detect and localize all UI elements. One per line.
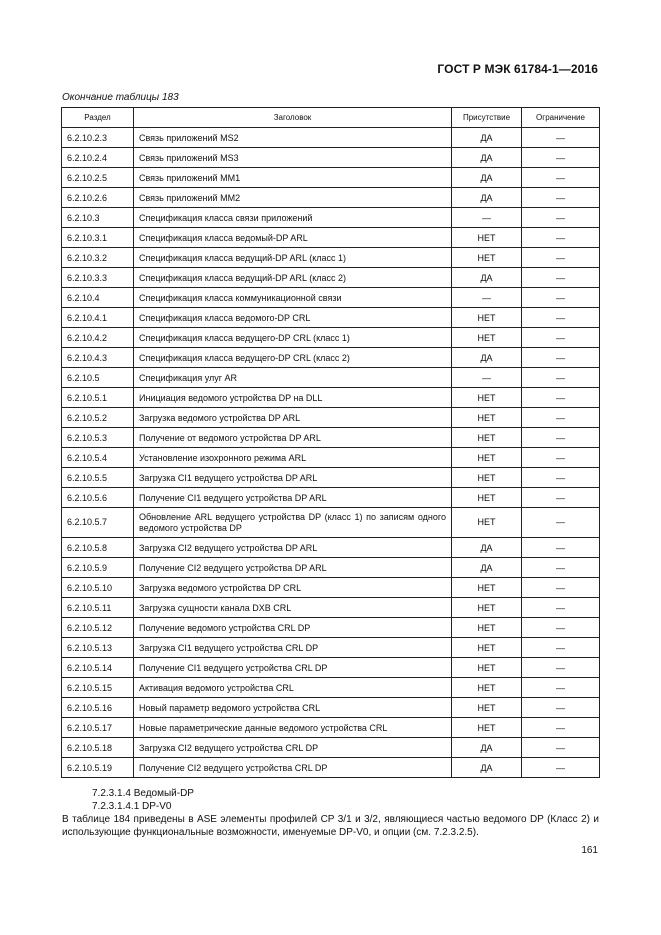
section-cell: 6.2.10.3.2 xyxy=(62,248,134,268)
restriction-cell: — xyxy=(522,638,600,658)
section-cell: 6.2.10.5.15 xyxy=(62,678,134,698)
section-cell: 6.2.10.5.2 xyxy=(62,408,134,428)
restriction-cell: — xyxy=(522,248,600,268)
table-caption: Окончание таблицы 183 xyxy=(62,92,179,103)
section-cell: 6.2.10.4.1 xyxy=(62,308,134,328)
restriction-cell: — xyxy=(522,188,600,208)
section-cell: 6.2.10.5.13 xyxy=(62,638,134,658)
section-cell: 6.2.10.5.14 xyxy=(62,658,134,678)
section-cell: 6.2.10.4.3 xyxy=(62,348,134,368)
table-row xyxy=(62,248,600,268)
title-cell: Новый параметр ведомого устройства CRL xyxy=(134,698,452,718)
presence-cell: ДА xyxy=(452,188,522,208)
title-cell: Связь приложений MS3 xyxy=(134,148,452,168)
presence-cell: НЕТ xyxy=(452,488,522,508)
presence-cell: ДА xyxy=(452,128,522,148)
restriction-cell: — xyxy=(522,488,600,508)
restriction-cell: — xyxy=(522,368,600,388)
title-cell: Обновление ARL ведущего устройства DP (класс 1) по записям одного ведомого устройства DP xyxy=(134,508,452,538)
table-row xyxy=(62,538,600,558)
table-row xyxy=(62,508,600,538)
section-cell: 6.2.10.5.5 xyxy=(62,468,134,488)
restriction-cell: — xyxy=(522,578,600,598)
restriction-cell: — xyxy=(522,428,600,448)
table-row xyxy=(62,148,600,168)
restriction-cell: — xyxy=(522,758,600,778)
section-cell: 6.2.10.5.19 xyxy=(62,758,134,778)
table-body xyxy=(62,128,600,778)
column-header-title: Заголовок xyxy=(134,108,452,128)
section-cell: 6.2.10.2.3 xyxy=(62,128,134,148)
restriction-cell: — xyxy=(522,208,600,228)
section-cell: 6.2.10.5.4 xyxy=(62,448,134,468)
restriction-cell: — xyxy=(522,738,600,758)
title-cell: Активация ведомого устройства CRL xyxy=(134,678,452,698)
restriction-cell: — xyxy=(522,538,600,558)
restriction-cell: — xyxy=(522,468,600,488)
title-cell: Спецификация класса ведущего-DP CRL (класс 1) xyxy=(134,328,452,348)
presence-cell: НЕТ xyxy=(452,508,522,538)
title-cell: Загрузка CI2 ведущего устройства CRL DP xyxy=(134,738,452,758)
table-row xyxy=(62,598,600,618)
restriction-cell: — xyxy=(522,658,600,678)
section-cell: 6.2.10.5.9 xyxy=(62,558,134,578)
restriction-cell: — xyxy=(522,388,600,408)
title-cell: Новые параметрические данные ведомого устройства CRL xyxy=(134,718,452,738)
section-cell: 6.2.10.5.3 xyxy=(62,428,134,448)
table-row xyxy=(62,408,600,428)
title-cell: Загрузка CI1 ведущего устройства CRL DP xyxy=(134,638,452,658)
paragraph-subheading: 7.2.3.1.4.1 DP-V0 xyxy=(92,801,172,812)
section-cell: 6.2.10.3.1 xyxy=(62,228,134,248)
presence-cell: ДА xyxy=(452,168,522,188)
column-header-section: Раздел xyxy=(62,108,134,128)
section-cell: 6.2.10.5.18 xyxy=(62,738,134,758)
presence-cell: ДА xyxy=(452,558,522,578)
restriction-cell: — xyxy=(522,128,600,148)
restriction-cell: — xyxy=(522,718,600,738)
table-row xyxy=(62,698,600,718)
presence-cell: НЕТ xyxy=(452,578,522,598)
section-cell: 6.2.10.4 xyxy=(62,288,134,308)
table-row xyxy=(62,368,600,388)
presence-cell: НЕТ xyxy=(452,718,522,738)
paragraph-heading: 7.2.3.1.4 Ведомый-DP xyxy=(92,788,194,799)
presence-cell: НЕТ xyxy=(452,328,522,348)
table-row xyxy=(62,758,600,778)
restriction-cell: — xyxy=(522,558,600,578)
presence-cell: ДА xyxy=(452,538,522,558)
title-cell: Связь приложений MM1 xyxy=(134,168,452,188)
presence-cell: НЕТ xyxy=(452,408,522,428)
presence-cell: — xyxy=(452,208,522,228)
title-cell: Спецификация класса ведущий-DP ARL (класс 1) xyxy=(134,248,452,268)
table-row xyxy=(62,268,600,288)
title-cell: Инициация ведомого устройства DP на DLL xyxy=(134,388,452,408)
title-cell: Спецификация класса ведомого-DP CRL xyxy=(134,308,452,328)
restriction-cell: — xyxy=(522,148,600,168)
table-row xyxy=(62,328,600,348)
restriction-cell: — xyxy=(522,228,600,248)
title-cell: Получение CI1 ведущего устройства DP ARL xyxy=(134,488,452,508)
presence-cell: ДА xyxy=(452,148,522,168)
page-number: 161 xyxy=(581,845,598,856)
title-cell: Загрузка ведомого устройства DP ARL xyxy=(134,408,452,428)
title-cell: Спецификация класса ведущий-DP ARL (класс 2) xyxy=(134,268,452,288)
presence-cell: НЕТ xyxy=(452,308,522,328)
title-cell: Спецификация класса связи приложений xyxy=(134,208,452,228)
section-cell: 6.2.10.5.7 xyxy=(62,508,134,538)
title-cell: Загрузка CI2 ведущего устройства DP ARL xyxy=(134,538,452,558)
title-cell: Загрузка CI1 ведущего устройства DP ARL xyxy=(134,468,452,488)
title-cell: Связь приложений MM2 xyxy=(134,188,452,208)
title-cell: Загрузка сущности канала DXB CRL xyxy=(134,598,452,618)
section-cell: 6.2.10.5.1 xyxy=(62,388,134,408)
title-cell: Получение CI1 ведущего устройства CRL DP xyxy=(134,658,452,678)
title-cell: Получение от ведомого устройства DP ARL xyxy=(134,428,452,448)
table-row xyxy=(62,658,600,678)
presence-cell: ДА xyxy=(452,738,522,758)
table-row xyxy=(62,388,600,408)
table-header-row xyxy=(62,108,600,128)
presence-cell: НЕТ xyxy=(452,388,522,408)
presence-cell: НЕТ xyxy=(452,638,522,658)
title-cell: Связь приложений MS2 xyxy=(134,128,452,148)
table-row xyxy=(62,428,600,448)
section-cell: 6.2.10.2.5 xyxy=(62,168,134,188)
title-cell: Спецификация класса ведомый-DP ARL xyxy=(134,228,452,248)
table-row xyxy=(62,558,600,578)
restriction-cell: — xyxy=(522,448,600,468)
title-cell: Установление изохронного режима ARL xyxy=(134,448,452,468)
presence-cell: НЕТ xyxy=(452,658,522,678)
section-cell: 6.2.10.5.17 xyxy=(62,718,134,738)
presence-cell: ДА xyxy=(452,758,522,778)
table-row xyxy=(62,638,600,658)
table-row xyxy=(62,348,600,368)
presence-cell: НЕТ xyxy=(452,448,522,468)
section-cell: 6.2.10.2.6 xyxy=(62,188,134,208)
presence-cell: — xyxy=(452,368,522,388)
section-cell: 6.2.10.5.12 xyxy=(62,618,134,638)
presence-cell: НЕТ xyxy=(452,248,522,268)
restriction-cell: — xyxy=(522,598,600,618)
column-header-presence: Присутствие xyxy=(452,108,522,128)
restriction-cell: — xyxy=(522,508,600,538)
presence-cell: НЕТ xyxy=(452,698,522,718)
body-paragraph: В таблице 184 приведены в ASE элементы профилей CP 3/1 и 3/2, являющиеся частью ведомого DP (Класс 2) и использующие функциональные возможности, именуемые DP-V0, и опции (см. 7.2.3.2.5). xyxy=(62,814,599,838)
table-row xyxy=(62,618,600,638)
title-cell: Спецификация класса коммуникационной связи xyxy=(134,288,452,308)
presence-cell: ДА xyxy=(452,348,522,368)
section-cell: 6.2.10.5.16 xyxy=(62,698,134,718)
table-row xyxy=(62,168,600,188)
section-cell: 6.2.10.3 xyxy=(62,208,134,228)
restriction-cell: — xyxy=(522,698,600,718)
section-cell: 6.2.10.3.3 xyxy=(62,268,134,288)
presence-cell: НЕТ xyxy=(452,428,522,448)
table-row xyxy=(62,188,600,208)
title-cell: Спецификация класса ведущего-DP CRL (класс 2) xyxy=(134,348,452,368)
table-row xyxy=(62,578,600,598)
table-row xyxy=(62,288,600,308)
restriction-cell: — xyxy=(522,408,600,428)
spec-table xyxy=(61,107,600,778)
section-cell: 6.2.10.5.11 xyxy=(62,598,134,618)
restriction-cell: — xyxy=(522,678,600,698)
presence-cell: НЕТ xyxy=(452,678,522,698)
title-cell: Получение ведомого устройства CRL DP xyxy=(134,618,452,638)
standard-header: ГОСТ Р МЭК 61784-1—2016 xyxy=(437,62,598,76)
section-cell: 6.2.10.4.2 xyxy=(62,328,134,348)
table-row xyxy=(62,308,600,328)
table-row xyxy=(62,448,600,468)
table-row xyxy=(62,208,600,228)
table-row xyxy=(62,128,600,148)
table-row xyxy=(62,488,600,508)
section-cell: 6.2.10.5 xyxy=(62,368,134,388)
presence-cell: НЕТ xyxy=(452,228,522,248)
restriction-cell: — xyxy=(522,308,600,328)
table-row xyxy=(62,718,600,738)
restriction-cell: — xyxy=(522,618,600,638)
restriction-cell: — xyxy=(522,168,600,188)
table-row xyxy=(62,738,600,758)
title-cell: Загрузка ведомого устройства DP CRL xyxy=(134,578,452,598)
restriction-cell: — xyxy=(522,348,600,368)
table-row xyxy=(62,468,600,488)
restriction-cell: — xyxy=(522,328,600,348)
title-cell: Получение CI2 ведущего устройства DP ARL xyxy=(134,558,452,578)
presence-cell: ДА xyxy=(452,268,522,288)
title-cell: Спецификация улуг AR xyxy=(134,368,452,388)
table-row xyxy=(62,228,600,248)
section-cell: 6.2.10.5.6 xyxy=(62,488,134,508)
table-row xyxy=(62,678,600,698)
presence-cell: — xyxy=(452,288,522,308)
presence-cell: НЕТ xyxy=(452,618,522,638)
section-cell: 6.2.10.2.4 xyxy=(62,148,134,168)
presence-cell: НЕТ xyxy=(452,468,522,488)
restriction-cell: — xyxy=(522,268,600,288)
restriction-cell: — xyxy=(522,288,600,308)
column-header-restriction: Ограничение xyxy=(522,108,600,128)
section-cell: 6.2.10.5.8 xyxy=(62,538,134,558)
title-cell: Получение CI2 ведущего устройства CRL DP xyxy=(134,758,452,778)
section-cell: 6.2.10.5.10 xyxy=(62,578,134,598)
presence-cell: НЕТ xyxy=(452,598,522,618)
